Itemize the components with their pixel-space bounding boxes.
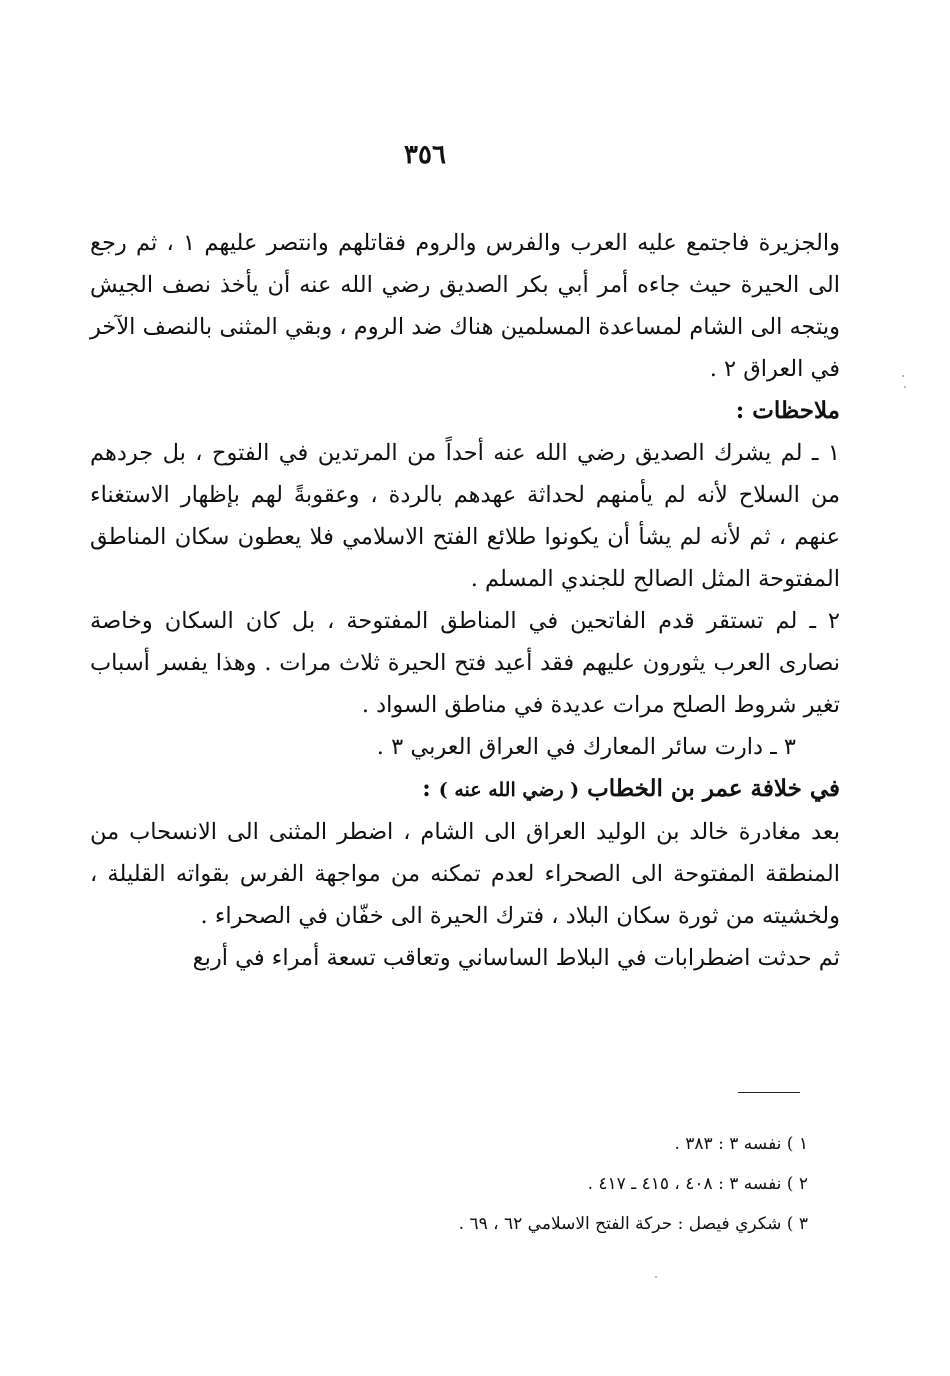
notes-heading: ملاحظات : bbox=[735, 397, 840, 424]
section-heading-colon: : bbox=[422, 775, 439, 802]
footnote-separator bbox=[738, 1092, 800, 1093]
paragraph-intro: والجزيرة فاجتمع عليه العرب والفرس والروم فقاتلهم وانتصر عليهم ١ ، ثم رجع الى الحيرة حيث جاءه أمر أبي بكر الصديق رضي الله عنه أن يأخذ نصف الجيش ويتجه الى الشام لمساعدة المسلمين هناك ضد الروم ، وبقي المثنى بالنصف الآخر في العراق ٢ . bbox=[90, 230, 840, 382]
scan-speck bbox=[655, 1276, 657, 1278]
body-text bbox=[90, 222, 840, 979]
footnote-2: ٢ ) نفسه ٣ : ٤٠٨ ، ٤١٥ ـ ٤١٧ . bbox=[587, 1174, 808, 1194]
paragraph-after-khalid: بعد مغادرة خالد بن الوليد العراق الى الشام ، اضطر المثنى الى الانسحاب من المنطقة المفتوحة الى الصحراء لعدم تمكنه من مواجهة الفرس بقواته القليلة ، ولخشيته من ثورة سكان البلاد ، فترك الحيرة الى خفّان في الصحراء . bbox=[90, 819, 840, 929]
scan-speck bbox=[904, 386, 906, 388]
section-heading-paren: ( رضي الله عنه ) bbox=[438, 779, 580, 801]
note-2: ٢ ـ لم تستقر قدم الفاتحين في المناطق المفتوحة ، بل كان السكان وخاصة نصارى العرب يثورون عليهم فقد أعيد فتح الحيرة ثلاث مرات . وهذا يفسر أسباب تغير شروط الصلح مرات عديدة في مناطق السواد . bbox=[90, 608, 840, 718]
scan-speck bbox=[902, 375, 904, 377]
section-heading-main: في خلافة عمر بن الخطاب bbox=[587, 775, 840, 802]
footnote-1: ١ ) نفسه ٣ : ٣٨٣ . bbox=[674, 1134, 808, 1154]
footnote-3: ٣ ) شكري فيصل : حركة الفتح الاسلامي ٦٢ ، ٦٩ . bbox=[458, 1214, 808, 1234]
footnotes bbox=[300, 1124, 808, 1244]
paragraph-sasanian: ثم حدثت اضطرابات في البلاط الساساني وتعاقب تسعة أمراء في أربع bbox=[192, 945, 840, 971]
page-number: ٣٥٦ bbox=[404, 140, 446, 170]
section-heading-umar bbox=[90, 768, 840, 811]
note-1: ١ ـ لم يشرك الصديق رضي الله عنه أحداً من المرتدين في الفتوح ، بل جردهم من السلاح لأنه لم يأمنهم لحداثة عهدهم بالردة ، وعقوبةً لهم بإظهار الاستغناء عنهم ، ثم لأنه لم يشأ أن يكونوا طلائع الفتح الاسلامي فلا يعطون سكان المناطق المفتوحة المثل الصالح للجندي المسلم . bbox=[90, 440, 840, 592]
note-3: ٣ ـ دارت سائر المعارك في العراق العربي ٣ . bbox=[376, 734, 796, 760]
